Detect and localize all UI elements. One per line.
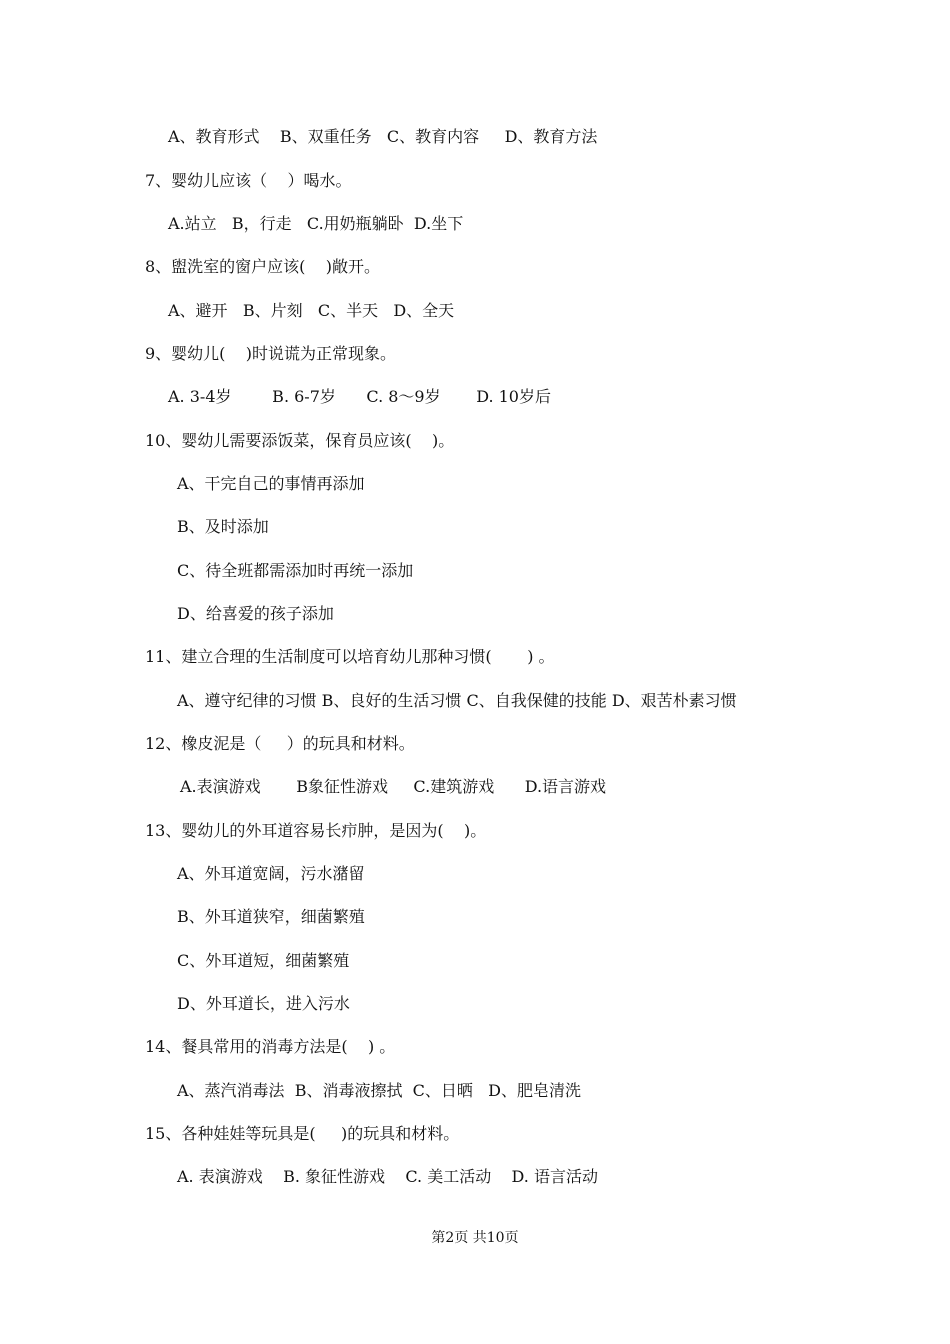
q15-question: 15、各种娃娃等玩具是( )的玩具和材料。 xyxy=(145,1124,460,1143)
q15-options: A. 表演游戏 B. 象征性游戏 C. 美工活动 D. 语言活动 xyxy=(177,1167,598,1186)
q7-options: A.站立 B，行走 C.用奶瓶躺卧 D.坐下 xyxy=(168,214,464,233)
q13-question: 13、婴幼儿的外耳道容易长疖肿，是因为( )。 xyxy=(145,821,487,840)
q7-question: 7、婴幼儿应该（ ）喝水。 xyxy=(145,171,352,190)
q10-option-c: C、待全班都需添加时再统一添加 xyxy=(177,561,414,580)
q6-options: A、教育形式 B、双重任务 C、教育内容 D、教育方法 xyxy=(168,127,598,146)
q13-option-d: D、外耳道长，进入污水 xyxy=(177,994,350,1013)
q14-options: A、蒸汽消毒法 B、消毒液擦拭 C、日晒 D、肥皂清洗 xyxy=(177,1081,581,1100)
page-footer: 第2页 共10页 xyxy=(431,1230,519,1246)
q13-option-a: A、外耳道宽阔，污水潴留 xyxy=(177,864,365,883)
q13-option-c: C、外耳道短，细菌繁殖 xyxy=(177,951,350,970)
q9-question: 9、婴幼儿( )时说谎为正常现象。 xyxy=(145,344,397,363)
q12-options: A.表演游戏 B象征性游戏 C.建筑游戏 D.语言游戏 xyxy=(180,777,607,796)
q13-option-b: B、外耳道狭窄，细菌繁殖 xyxy=(177,907,365,926)
q11-options: A、遵守纪律的习惯 B、良好的生活习惯 C、自我保健的技能 D、艰苦朴素习惯 xyxy=(177,691,737,710)
q10-option-a: A、干完自己的事情再添加 xyxy=(177,474,365,493)
q9-options: A. 3-4岁 B. 6-7岁 C. 8～9岁 D. 10岁后 xyxy=(168,387,551,406)
q8-options: A、避开 B、片刻 C、半天 D、全天 xyxy=(168,301,455,320)
q14-question: 14、餐具常用的消毒方法是( ) 。 xyxy=(145,1037,396,1056)
q8-question: 8、盥洗室的窗户应该( )敞开。 xyxy=(145,257,381,276)
q12-question: 12、橡皮泥是（ ）的玩具和材料。 xyxy=(145,734,415,753)
q10-question: 10、婴幼儿需要添饭菜，保育员应该( )。 xyxy=(145,431,455,450)
q11-question: 11、建立合理的生活制度可以培育幼儿那种习惯( ) 。 xyxy=(145,647,555,666)
q10-option-d: D、给喜爱的孩子添加 xyxy=(177,604,334,623)
q10-option-b: B、及时添加 xyxy=(177,517,269,536)
